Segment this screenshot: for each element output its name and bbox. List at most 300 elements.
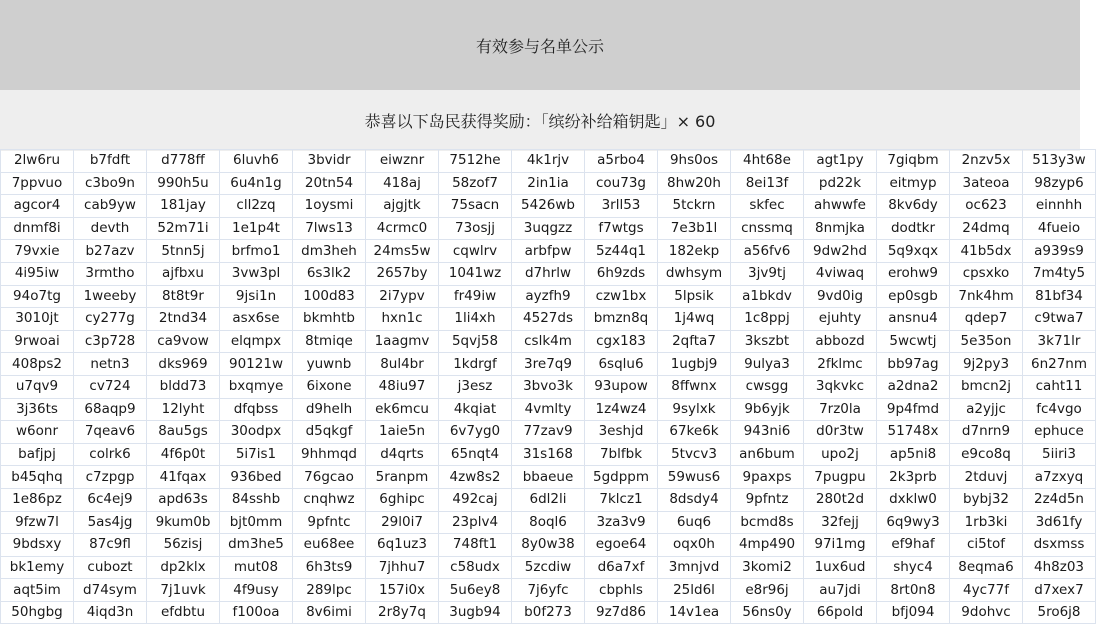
winner-id-cell: 3010jt bbox=[1, 308, 74, 331]
winner-id-cell: 5tvcv3 bbox=[658, 443, 731, 466]
winner-id-cell: cnssmq bbox=[731, 217, 804, 240]
winner-id-cell: hxn1c bbox=[366, 308, 439, 331]
winner-id-cell: cll2zq bbox=[220, 195, 293, 218]
winner-id-cell: 5iiri3 bbox=[1023, 443, 1096, 466]
winner-id-cell: ep0sgb bbox=[877, 285, 950, 308]
winner-id-cell: cslk4m bbox=[512, 330, 585, 353]
winner-id-cell: 84sshb bbox=[220, 488, 293, 511]
winner-id-cell: 8nmjka bbox=[804, 217, 877, 240]
winner-row bbox=[1, 285, 1096, 308]
winner-id-cell: 51748x bbox=[877, 421, 950, 444]
winner-id-cell: 8dsdy4 bbox=[658, 488, 731, 511]
winner-id-cell: skfec bbox=[731, 195, 804, 218]
winner-id-cell: ejuhty bbox=[804, 308, 877, 331]
winner-id-cell: cwsgg bbox=[731, 375, 804, 398]
winner-id-cell: 8oql6 bbox=[512, 511, 585, 534]
winner-id-cell: c3p728 bbox=[74, 330, 147, 353]
winner-id-cell: 41fqax bbox=[147, 466, 220, 489]
winner-id-cell: 8t8t9r bbox=[147, 285, 220, 308]
winner-id-cell: 5zcdiw bbox=[512, 556, 585, 579]
winner-id-cell: 8au5gs bbox=[147, 421, 220, 444]
winner-id-cell: efdbtu bbox=[147, 601, 220, 624]
winner-id-cell: 6ghipc bbox=[366, 488, 439, 511]
winner-id-cell: 7klcz1 bbox=[585, 488, 658, 511]
winner-id-cell: b0f273 bbox=[512, 601, 585, 624]
winner-id-cell: 9vd0ig bbox=[804, 285, 877, 308]
winner-id-cell: 25ld6l bbox=[658, 579, 731, 602]
winner-id-cell: 1rb3ki bbox=[950, 511, 1023, 534]
winner-id-cell: 6q1uz3 bbox=[366, 534, 439, 557]
winner-id-cell: ap5ni8 bbox=[877, 443, 950, 466]
winner-id-cell: dnmf8i bbox=[1, 217, 74, 240]
winner-id-cell: 67ke6k bbox=[658, 421, 731, 444]
winner-id-cell: 9fzw7l bbox=[1, 511, 74, 534]
winner-id-cell: 1e1p4t bbox=[220, 217, 293, 240]
winner-id-cell: 14v1ea bbox=[658, 601, 731, 624]
winner-id-cell: 6luvh6 bbox=[220, 150, 293, 173]
winner-id-cell: shyc4 bbox=[877, 556, 950, 579]
winner-id-cell: 990h5u bbox=[147, 172, 220, 195]
winner-id-cell: agt1py bbox=[804, 150, 877, 173]
winner-id-cell: bjt0mm bbox=[220, 511, 293, 534]
winner-id-cell: b27azv bbox=[74, 240, 147, 263]
winner-id-cell: 41b5dx bbox=[950, 240, 1023, 263]
winner-id-cell: 2qfta7 bbox=[658, 330, 731, 353]
winner-id-cell: c3bo9n bbox=[74, 172, 147, 195]
winner-row bbox=[1, 240, 1096, 263]
winner-id-cell: ansnu4 bbox=[877, 308, 950, 331]
winner-id-cell: fr49iw bbox=[439, 285, 512, 308]
winner-id-cell: 1z4wz4 bbox=[585, 398, 658, 421]
winner-row bbox=[1, 579, 1096, 602]
winner-id-cell: 4f9usy bbox=[220, 579, 293, 602]
winner-id-cell: 4yc77f bbox=[950, 579, 1023, 602]
winner-id-cell: 81bf34 bbox=[1023, 285, 1096, 308]
winner-id-cell: 7nk4hm bbox=[950, 285, 1023, 308]
winner-id-cell: 1ugbj9 bbox=[658, 353, 731, 376]
winner-id-cell: 4iqd3n bbox=[74, 601, 147, 624]
winner-id-cell: 3k71lr bbox=[1023, 330, 1096, 353]
winner-id-cell: 5e35on bbox=[950, 330, 1023, 353]
winner-id-cell: bcmd8s bbox=[731, 511, 804, 534]
winner-id-cell: e9co8q bbox=[950, 443, 1023, 466]
winner-id-cell: bk1emy bbox=[1, 556, 74, 579]
winner-id-cell: czw1bx bbox=[585, 285, 658, 308]
winner-row bbox=[1, 262, 1096, 285]
winner-id-cell: 2z4d5n bbox=[1023, 488, 1096, 511]
winner-id-cell: 4fueio bbox=[1023, 217, 1096, 240]
winner-id-cell: 6s3lk2 bbox=[293, 262, 366, 285]
winner-row bbox=[1, 330, 1096, 353]
winner-id-cell: au7jdi bbox=[804, 579, 877, 602]
winner-id-cell: 5as4jg bbox=[74, 511, 147, 534]
winner-id-cell: 59wus6 bbox=[658, 466, 731, 489]
winner-id-cell: 5ranpm bbox=[366, 466, 439, 489]
winner-id-cell: 3d61fy bbox=[1023, 511, 1096, 534]
winner-id-cell: 1ux6ud bbox=[804, 556, 877, 579]
winner-id-cell: a2yjjc bbox=[950, 398, 1023, 421]
winner-id-cell: a5rbo4 bbox=[585, 150, 658, 173]
winner-id-cell: ci5tof bbox=[950, 534, 1023, 557]
winner-id-cell: 2657by bbox=[366, 262, 439, 285]
winner-row bbox=[1, 601, 1096, 624]
winner-id-cell: bybj32 bbox=[950, 488, 1023, 511]
winner-id-cell: 8kv6dy bbox=[877, 195, 950, 218]
winner-id-cell: 943ni6 bbox=[731, 421, 804, 444]
winner-id-cell: 3kszbt bbox=[731, 330, 804, 353]
winner-id-cell: an6bum bbox=[731, 443, 804, 466]
winner-id-cell: 3uqgzz bbox=[512, 217, 585, 240]
winner-id-cell: 513y3w bbox=[1023, 150, 1096, 173]
winner-id-cell: 31s168 bbox=[512, 443, 585, 466]
winner-id-cell: f7wtgs bbox=[585, 217, 658, 240]
winner-id-cell: 5qvj58 bbox=[439, 330, 512, 353]
winner-id-cell: 7qeav6 bbox=[74, 421, 147, 444]
winner-id-cell: 9j2py3 bbox=[950, 353, 1023, 376]
winner-id-cell: 32fejj bbox=[804, 511, 877, 534]
winner-id-cell: d9helh bbox=[293, 398, 366, 421]
winner-id-cell: 4viwaq bbox=[804, 262, 877, 285]
winner-id-cell: ca9vow bbox=[147, 330, 220, 353]
winner-id-cell: bmzn8q bbox=[585, 308, 658, 331]
winner-id-cell: 3bvo3k bbox=[512, 375, 585, 398]
winner-id-cell: c9twa7 bbox=[1023, 308, 1096, 331]
winner-id-cell: 6q9wy3 bbox=[877, 511, 950, 534]
winner-id-cell: eitmyp bbox=[877, 172, 950, 195]
winner-id-cell: c58udx bbox=[439, 556, 512, 579]
winner-id-cell: dks969 bbox=[147, 353, 220, 376]
winner-id-cell: a56fv6 bbox=[731, 240, 804, 263]
winner-id-cell: caht11 bbox=[1023, 375, 1096, 398]
winner-id-cell: 90121w bbox=[220, 353, 293, 376]
winner-id-cell: 8ul4br bbox=[366, 353, 439, 376]
winner-id-cell: 4vmlty bbox=[512, 398, 585, 421]
winner-id-cell: 5i7is1 bbox=[220, 443, 293, 466]
winner-id-cell: bafjpj bbox=[1, 443, 74, 466]
winner-id-cell: 7giqbm bbox=[877, 150, 950, 173]
winner-id-cell: dwhsym bbox=[658, 262, 731, 285]
winner-id-cell: ek6mcu bbox=[366, 398, 439, 421]
winner-id-cell: 68aqp9 bbox=[74, 398, 147, 421]
winner-id-cell: yuwnb bbox=[293, 353, 366, 376]
winner-id-cell: eiwznr bbox=[366, 150, 439, 173]
winner-id-cell: pd22k bbox=[804, 172, 877, 195]
winner-id-cell: cv724 bbox=[74, 375, 147, 398]
winner-id-cell: cab9yw bbox=[74, 195, 147, 218]
winner-id-cell: u7qv9 bbox=[1, 375, 74, 398]
winner-id-cell: 20tn54 bbox=[293, 172, 366, 195]
winner-id-cell: 7pugpu bbox=[804, 466, 877, 489]
winner-id-cell: bmcn2j bbox=[950, 375, 1023, 398]
winner-row bbox=[1, 150, 1096, 173]
winner-id-cell: 8y0w38 bbox=[512, 534, 585, 557]
winner-id-cell: cnqhwz bbox=[293, 488, 366, 511]
winner-id-cell: 8v6imi bbox=[293, 601, 366, 624]
winner-id-cell: 7m4ty5 bbox=[1023, 262, 1096, 285]
winner-id-cell: d7xex7 bbox=[1023, 579, 1096, 602]
winner-id-cell: 9dohvc bbox=[950, 601, 1023, 624]
winner-id-cell: 12lyht bbox=[147, 398, 220, 421]
winner-id-cell: 6h9zds bbox=[585, 262, 658, 285]
winner-id-cell: dm3heh bbox=[293, 240, 366, 263]
winner-id-cell: 93upow bbox=[585, 375, 658, 398]
winner-id-cell: 7j6yfc bbox=[512, 579, 585, 602]
winner-id-cell: 9ulya3 bbox=[731, 353, 804, 376]
winner-id-cell: bfj094 bbox=[877, 601, 950, 624]
winner-id-cell: cy277g bbox=[74, 308, 147, 331]
winner-id-cell: 76gcao bbox=[293, 466, 366, 489]
winner-id-cell: 2i7ypv bbox=[366, 285, 439, 308]
winner-table-body bbox=[1, 150, 1096, 624]
winner-id-cell: 7512he bbox=[439, 150, 512, 173]
winner-id-cell: 6v7yg0 bbox=[439, 421, 512, 444]
winner-id-cell: 5426wb bbox=[512, 195, 585, 218]
winner-id-cell: 2k3prb bbox=[877, 466, 950, 489]
winner-id-cell: erohw9 bbox=[877, 262, 950, 285]
winner-id-cell: d7hrlw bbox=[512, 262, 585, 285]
winner-id-cell: oc623 bbox=[950, 195, 1023, 218]
winner-id-cell: 3jv9tj bbox=[731, 262, 804, 285]
winner-id-cell: a939s9 bbox=[1023, 240, 1096, 263]
winner-id-cell: 2tduvj bbox=[950, 466, 1023, 489]
winner-id-cell: upo2j bbox=[804, 443, 877, 466]
winner-id-cell: 5tckrn bbox=[658, 195, 731, 218]
winner-id-cell: 3eshjd bbox=[585, 421, 658, 444]
winner-id-cell: brfmo1 bbox=[220, 240, 293, 263]
winner-id-cell: 1li4xh bbox=[439, 308, 512, 331]
winner-id-cell: a2dna2 bbox=[877, 375, 950, 398]
winner-id-cell: 6sqlu6 bbox=[585, 353, 658, 376]
winner-id-cell: 4527ds bbox=[512, 308, 585, 331]
winner-id-cell: 181jay bbox=[147, 195, 220, 218]
winner-id-cell: 4ht68e bbox=[731, 150, 804, 173]
winner-id-cell: 4h8z03 bbox=[1023, 556, 1096, 579]
winner-id-cell: e8r96j bbox=[731, 579, 804, 602]
winner-id-cell: dfqbss bbox=[220, 398, 293, 421]
winner-id-cell: 1aagmv bbox=[366, 330, 439, 353]
winner-row bbox=[1, 195, 1096, 218]
winner-id-cell: 492caj bbox=[439, 488, 512, 511]
winner-id-cell: einnhh bbox=[1023, 195, 1096, 218]
winner-id-cell: dodtkr bbox=[877, 217, 950, 240]
winner-id-cell: 9paxps bbox=[731, 466, 804, 489]
winner-id-cell: aqt5im bbox=[1, 579, 74, 602]
winner-id-cell: 1j4wq bbox=[658, 308, 731, 331]
winner-id-cell: mut08 bbox=[220, 556, 293, 579]
winner-id-cell: 3re7q9 bbox=[512, 353, 585, 376]
winner-id-cell: 2in1ia bbox=[512, 172, 585, 195]
winner-id-cell: 7jhhu7 bbox=[366, 556, 439, 579]
winner-id-cell: d0r3tw bbox=[804, 421, 877, 444]
winner-id-cell: egoe64 bbox=[585, 534, 658, 557]
winner-id-cell: netn3 bbox=[74, 353, 147, 376]
winner-id-cell: 3bvidr bbox=[293, 150, 366, 173]
winner-row bbox=[1, 172, 1096, 195]
winner-id-cell: dsxmss bbox=[1023, 534, 1096, 557]
winner-id-cell: bbaeue bbox=[512, 466, 585, 489]
winner-id-cell: b7fdft bbox=[74, 150, 147, 173]
winner-id-cell: cqwlrv bbox=[439, 240, 512, 263]
winner-id-cell: 6dl2li bbox=[512, 488, 585, 511]
winner-id-cell: colrk6 bbox=[74, 443, 147, 466]
winner-id-cell: 8eqma6 bbox=[950, 556, 1023, 579]
winner-id-cell: j3esz bbox=[439, 375, 512, 398]
winner-id-cell: cubozt bbox=[74, 556, 147, 579]
winner-id-cell: 6c4ej9 bbox=[74, 488, 147, 511]
winner-id-cell: 24ms5w bbox=[366, 240, 439, 263]
winner-id-cell: 9kum0b bbox=[147, 511, 220, 534]
winner-id-cell: 97i1mg bbox=[804, 534, 877, 557]
winner-id-cell: 6ixone bbox=[293, 375, 366, 398]
winner-id-cell: 100d83 bbox=[293, 285, 366, 308]
winner-id-cell: 8ffwnx bbox=[658, 375, 731, 398]
winner-id-cell: d6a7xf bbox=[585, 556, 658, 579]
winner-id-cell: 30odpx bbox=[220, 421, 293, 444]
winner-id-cell: 9p4fmd bbox=[877, 398, 950, 421]
winner-id-cell: 9b6yjk bbox=[731, 398, 804, 421]
winner-id-cell: 936bed bbox=[220, 466, 293, 489]
winner-id-cell: 1weeby bbox=[74, 285, 147, 308]
winner-id-cell: bldd73 bbox=[147, 375, 220, 398]
winner-id-cell: 98zyp6 bbox=[1023, 172, 1096, 195]
winner-id-cell: ef9haf bbox=[877, 534, 950, 557]
winner-id-cell: 58zof7 bbox=[439, 172, 512, 195]
winner-id-cell: bxqmye bbox=[220, 375, 293, 398]
winner-id-cell: 4f6p0t bbox=[147, 443, 220, 466]
winner-id-cell: 4kqiat bbox=[439, 398, 512, 421]
winner-id-cell: 418aj bbox=[366, 172, 439, 195]
winner-id-cell: 5u6ey8 bbox=[439, 579, 512, 602]
winner-id-cell: 56ns0y bbox=[731, 601, 804, 624]
winner-id-cell: arbfpw bbox=[512, 240, 585, 263]
winner-id-cell: 5wcwtj bbox=[877, 330, 950, 353]
winner-id-cell: 94o7tg bbox=[1, 285, 74, 308]
winner-id-cell: agcor4 bbox=[1, 195, 74, 218]
winner-id-cell: a7zxyq bbox=[1023, 466, 1096, 489]
winner-row bbox=[1, 556, 1096, 579]
winner-id-cell: 1c8ppj bbox=[731, 308, 804, 331]
winner-id-cell: 9rwoai bbox=[1, 330, 74, 353]
winner-id-cell: cgx183 bbox=[585, 330, 658, 353]
winner-id-cell: ephuce bbox=[1023, 421, 1096, 444]
winner-id-cell: 73osjj bbox=[439, 217, 512, 240]
winner-id-cell: 9sylxk bbox=[658, 398, 731, 421]
winner-id-cell: 66pold bbox=[804, 601, 877, 624]
winner-row bbox=[1, 217, 1096, 240]
winner-id-cell: 280t2d bbox=[804, 488, 877, 511]
winner-grid bbox=[0, 151, 1088, 627]
winner-id-cell: oqx0h bbox=[658, 534, 731, 557]
winner-id-cell: cpsxko bbox=[950, 262, 1023, 285]
winner-id-cell: dp2klx bbox=[147, 556, 220, 579]
winner-id-cell: 8hw20h bbox=[658, 172, 731, 195]
winner-id-cell: 2tnd34 bbox=[147, 308, 220, 331]
winner-id-cell: f100oa bbox=[220, 601, 293, 624]
winner-id-cell: abbozd bbox=[804, 330, 877, 353]
winner-id-cell: 9pfntc bbox=[293, 511, 366, 534]
winner-id-cell: 1e86pz bbox=[1, 488, 74, 511]
winner-id-cell: fc4vgo bbox=[1023, 398, 1096, 421]
winner-id-cell: 2lw6ru bbox=[1, 150, 74, 173]
winner-id-cell: d5qkgf bbox=[293, 421, 366, 444]
winner-id-cell: 75sacn bbox=[439, 195, 512, 218]
winner-row bbox=[1, 466, 1096, 489]
winner-id-cell: ahwwfe bbox=[804, 195, 877, 218]
winner-id-cell: 5z44q1 bbox=[585, 240, 658, 263]
winner-id-cell: ajgjtk bbox=[366, 195, 439, 218]
winner-id-cell: 1041wz bbox=[439, 262, 512, 285]
winner-id-cell: bb97ag bbox=[877, 353, 950, 376]
winner-id-cell: asx6se bbox=[220, 308, 293, 331]
winner-id-cell: apd63s bbox=[147, 488, 220, 511]
winner-id-cell: d778ff bbox=[147, 150, 220, 173]
winner-id-cell: 408ps2 bbox=[1, 353, 74, 376]
winner-id-cell: 2nzv5x bbox=[950, 150, 1023, 173]
reward-announcement: 恭喜以下岛民获得奖励：「缤纷补给箱钥匙」× 60 bbox=[364, 112, 716, 131]
winner-id-cell: 748ft1 bbox=[439, 534, 512, 557]
winner-id-cell: 8ei13f bbox=[731, 172, 804, 195]
winner-row bbox=[1, 443, 1096, 466]
winner-id-cell: 8rt0n8 bbox=[877, 579, 950, 602]
winner-id-cell: 65nqt4 bbox=[439, 443, 512, 466]
winner-id-cell: 3j36ts bbox=[1, 398, 74, 421]
winner-id-cell: 3mnjvd bbox=[658, 556, 731, 579]
winner-id-cell: 2fklmc bbox=[804, 353, 877, 376]
winner-id-cell: 9z7d86 bbox=[585, 601, 658, 624]
winner-id-cell: 9jsi1n bbox=[220, 285, 293, 308]
winner-id-cell: 289lpc bbox=[293, 579, 366, 602]
winner-id-cell: 56zisj bbox=[147, 534, 220, 557]
winner-id-cell: 4zw8s2 bbox=[439, 466, 512, 489]
winner-row bbox=[1, 375, 1096, 398]
winner-id-cell: 3ateoa bbox=[950, 172, 1023, 195]
winner-id-cell: qdep7 bbox=[950, 308, 1023, 331]
winner-id-cell: 6uq6 bbox=[658, 511, 731, 534]
winner-id-cell: a1bkdv bbox=[731, 285, 804, 308]
winner-table bbox=[0, 149, 1096, 624]
winner-id-cell: 9hs0os bbox=[658, 150, 731, 173]
winner-id-cell: 7blfbk bbox=[585, 443, 658, 466]
page-title: 有效参与名单公示 bbox=[475, 36, 604, 56]
winner-id-cell: 6h3ts9 bbox=[293, 556, 366, 579]
winner-id-cell: devth bbox=[74, 217, 147, 240]
winner-id-cell: 3qkvkc bbox=[804, 375, 877, 398]
winner-id-cell: 7lws13 bbox=[293, 217, 366, 240]
winner-id-cell: elqmpx bbox=[220, 330, 293, 353]
winner-id-cell: 50hgbg bbox=[1, 601, 74, 624]
winner-id-cell: 8tmiqe bbox=[293, 330, 366, 353]
winner-id-cell: 157i0x bbox=[366, 579, 439, 602]
winner-id-cell: 3komi2 bbox=[731, 556, 804, 579]
winner-id-cell: 5tnn5j bbox=[147, 240, 220, 263]
winner-id-cell: 3vw3pl bbox=[220, 262, 293, 285]
winner-id-cell: 1oysmi bbox=[293, 195, 366, 218]
winner-id-cell: cbphls bbox=[585, 579, 658, 602]
winner-row bbox=[1, 353, 1096, 376]
winner-id-cell: d74sym bbox=[74, 579, 147, 602]
winner-id-cell: 29l0i7 bbox=[366, 511, 439, 534]
winner-id-cell: 79vxie bbox=[1, 240, 74, 263]
title-banner bbox=[0, 0, 1080, 90]
winner-id-cell: 7rz0la bbox=[804, 398, 877, 421]
winner-id-cell: 9hhmqd bbox=[293, 443, 366, 466]
winner-id-cell: w6onr bbox=[1, 421, 74, 444]
winner-id-cell: 23plv4 bbox=[439, 511, 512, 534]
winner-id-cell: d4qrts bbox=[366, 443, 439, 466]
winner-id-cell: 6n27nm bbox=[1023, 353, 1096, 376]
winner-id-cell: 4i95iw bbox=[1, 262, 74, 285]
winner-row bbox=[1, 421, 1096, 444]
